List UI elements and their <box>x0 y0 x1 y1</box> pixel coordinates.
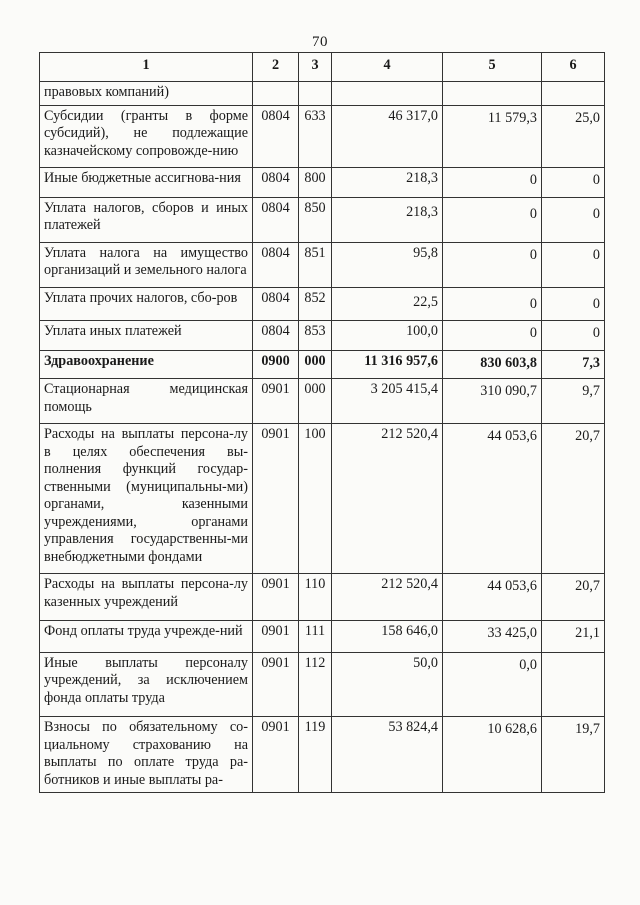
row-name: Фонд оплаты труда учрежде-ний <box>40 621 253 653</box>
row-percent: 20,7 <box>542 574 605 621</box>
row-expense-code: 119 <box>299 717 332 793</box>
row-name: Здравоохранение <box>40 350 253 379</box>
row-section-code: 0901 <box>253 717 299 793</box>
row-actual-amount: 0 <box>443 287 542 321</box>
table-row <box>40 424 605 574</box>
row-expense-code: 852 <box>299 287 332 321</box>
row-plan-amount: 218,3 <box>332 168 443 198</box>
header-col-5: 5 <box>443 53 542 82</box>
row-plan-amount: 100,0 <box>332 321 443 351</box>
table-row <box>40 168 605 198</box>
row-expense-code: 850 <box>299 197 332 242</box>
row-expense-code: 112 <box>299 652 332 717</box>
header-row <box>40 53 605 82</box>
row-actual-amount: 33 425,0 <box>443 621 542 653</box>
header-col-1: 1 <box>40 53 253 82</box>
table-row <box>40 321 605 351</box>
row-actual-amount: 0 <box>443 168 542 198</box>
row-name: Уплата налога на имущество организаций и земельного налога <box>40 242 253 287</box>
row-actual-amount <box>443 82 542 106</box>
row-percent <box>542 82 605 106</box>
row-plan-amount: 218,3 <box>332 197 443 242</box>
row-name: Расходы на выплаты персона-лу казенных учреждений <box>40 574 253 621</box>
row-percent: 9,7 <box>542 379 605 424</box>
row-expense-code: 000 <box>299 379 332 424</box>
row-percent: 0 <box>542 197 605 242</box>
row-name: Стационарная медицинская помощь <box>40 379 253 424</box>
row-actual-amount: 0 <box>443 197 542 242</box>
row-plan-amount: 46 317,0 <box>332 105 443 168</box>
page-number: 70 <box>312 34 328 50</box>
row-section-code: 0804 <box>253 168 299 198</box>
table-row <box>40 379 605 424</box>
table-row <box>40 82 605 106</box>
row-section-code: 0804 <box>253 321 299 351</box>
row-actual-amount: 830 603,8 <box>443 350 542 379</box>
row-percent: 25,0 <box>542 105 605 168</box>
table-row <box>40 652 605 717</box>
row-section-code: 0901 <box>253 379 299 424</box>
table-row <box>40 621 605 653</box>
row-section-code: 0901 <box>253 621 299 653</box>
row-percent: 0 <box>542 242 605 287</box>
table-row <box>40 287 605 321</box>
table-row <box>40 242 605 287</box>
table-row <box>40 717 605 793</box>
row-actual-amount: 310 090,7 <box>443 379 542 424</box>
header-col-4: 4 <box>332 53 443 82</box>
header-col-2: 2 <box>253 53 299 82</box>
row-percent: 0 <box>542 168 605 198</box>
row-actual-amount: 0 <box>443 242 542 287</box>
row-actual-amount: 0 <box>443 321 542 351</box>
table-row <box>40 574 605 621</box>
row-expense-code: 851 <box>299 242 332 287</box>
row-percent: 19,7 <box>542 717 605 793</box>
row-expense-code: 100 <box>299 424 332 574</box>
row-section-code: 0901 <box>253 652 299 717</box>
row-plan-amount: 212 520,4 <box>332 424 443 574</box>
row-actual-amount: 44 053,6 <box>443 424 542 574</box>
row-percent: 7,3 <box>542 350 605 379</box>
row-plan-amount <box>332 82 443 106</box>
row-percent <box>542 652 605 717</box>
row-name: Иные бюджетные ассигнова-ния <box>40 168 253 198</box>
row-actual-amount: 10 628,6 <box>443 717 542 793</box>
row-percent: 21,1 <box>542 621 605 653</box>
row-name: Иные выплаты персоналу учреждений, за исключением фонда оплаты труда <box>40 652 253 717</box>
row-section-code: 0804 <box>253 197 299 242</box>
row-actual-amount: 44 053,6 <box>443 574 542 621</box>
row-expense-code: 800 <box>299 168 332 198</box>
row-section-code: 0901 <box>253 574 299 621</box>
row-actual-amount: 0,0 <box>443 652 542 717</box>
row-section-code: 0804 <box>253 242 299 287</box>
row-section-code: 0804 <box>253 105 299 168</box>
row-name: Взносы по обязательному со-циальному страхованию на выплаты по оплате труда ра-ботников и иные выплаты ра- <box>40 717 253 793</box>
row-plan-amount: 22,5 <box>332 287 443 321</box>
row-plan-amount: 50,0 <box>332 652 443 717</box>
row-actual-amount: 11 579,3 <box>443 105 542 168</box>
row-expense-code: 110 <box>299 574 332 621</box>
row-name: Уплата прочих налогов, сбо-ров <box>40 287 253 321</box>
row-section-code <box>253 82 299 106</box>
row-expense-code: 111 <box>299 621 332 653</box>
row-section-code: 0900 <box>253 350 299 379</box>
budget-table <box>39 52 605 793</box>
row-expense-code: 853 <box>299 321 332 351</box>
row-plan-amount: 95,8 <box>332 242 443 287</box>
row-name: правовых компаний) <box>40 82 253 106</box>
row-name: Субсидии (гранты в форме субсидий), не подлежащие казначейскому сопровожде-нию <box>40 105 253 168</box>
table-row <box>40 350 605 379</box>
row-name: Уплата иных платежей <box>40 321 253 351</box>
table-body <box>40 82 605 793</box>
table-row <box>40 105 605 168</box>
row-plan-amount: 212 520,4 <box>332 574 443 621</box>
row-expense-code: 633 <box>299 105 332 168</box>
row-name: Расходы на выплаты персона-лу в целях обеспечения вы-полнения функций государ-ственными (муниципальны-ми) органами, казенными учреждениями, органами управления государственны-ми внебюджетными фондами <box>40 424 253 574</box>
row-percent: 0 <box>542 321 605 351</box>
row-expense-code <box>299 82 332 106</box>
row-section-code: 0901 <box>253 424 299 574</box>
row-plan-amount: 3 205 415,4 <box>332 379 443 424</box>
row-expense-code: 000 <box>299 350 332 379</box>
header-col-3: 3 <box>299 53 332 82</box>
row-percent: 20,7 <box>542 424 605 574</box>
row-plan-amount: 158 646,0 <box>332 621 443 653</box>
row-name: Уплата налогов, сборов и иных платежей <box>40 197 253 242</box>
row-plan-amount: 11 316 957,6 <box>332 350 443 379</box>
row-plan-amount: 53 824,4 <box>332 717 443 793</box>
row-percent: 0 <box>542 287 605 321</box>
table-row <box>40 197 605 242</box>
row-section-code: 0804 <box>253 287 299 321</box>
header-col-6: 6 <box>542 53 605 82</box>
